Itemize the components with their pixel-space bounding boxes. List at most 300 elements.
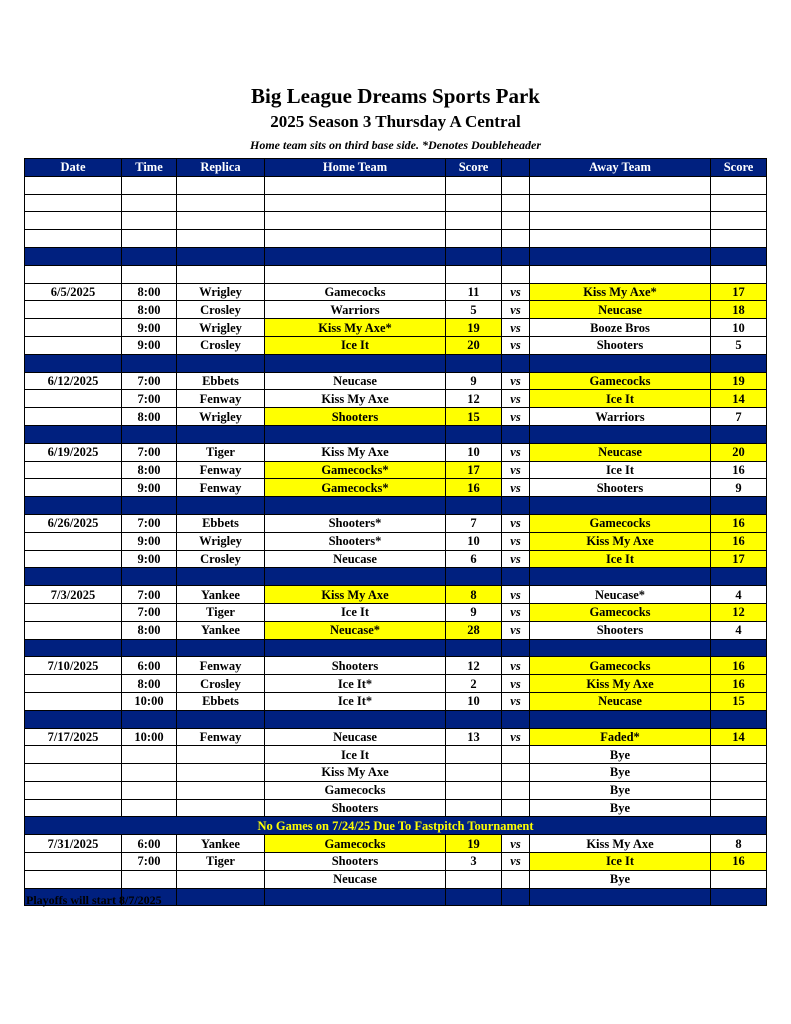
away-team-cell: Bye <box>530 870 711 888</box>
date-cell <box>25 550 122 568</box>
game-row <box>25 372 767 390</box>
game-row <box>25 853 767 871</box>
date-cell: 7/31/2025 <box>25 835 122 853</box>
game-row <box>25 461 767 479</box>
replica-cell <box>177 781 265 799</box>
vs-cell: vs <box>502 372 530 390</box>
away-score-cell <box>711 781 767 799</box>
replica-cell: Ebbets <box>177 514 265 532</box>
date-cell: 7/3/2025 <box>25 586 122 604</box>
replica-cell: Yankee <box>177 835 265 853</box>
time-cell: 8:00 <box>122 675 177 693</box>
replica-cell: Crosley <box>177 301 265 319</box>
vs-cell: vs <box>502 408 530 426</box>
home-team-cell: Kiss My Axe* <box>265 319 446 337</box>
home-score-cell: 6 <box>446 550 502 568</box>
separator-row <box>25 497 767 515</box>
separator-cell <box>122 425 177 443</box>
separator-cell <box>177 639 265 657</box>
separator-row <box>25 568 767 586</box>
date-cell <box>25 461 122 479</box>
game-row <box>25 390 767 408</box>
replica-cell: Yankee <box>177 586 265 604</box>
away-score-cell: 14 <box>711 390 767 408</box>
separator-cell <box>711 425 767 443</box>
separator-cell <box>122 497 177 515</box>
game-row <box>25 835 767 853</box>
separator-cell <box>502 568 530 586</box>
home-score-cell <box>446 781 502 799</box>
separator-cell <box>446 425 502 443</box>
separator-cell <box>711 497 767 515</box>
away-team-cell: Gamecocks <box>530 372 711 390</box>
empty-cell <box>530 212 711 230</box>
date-cell <box>25 319 122 337</box>
empty-cell <box>446 212 502 230</box>
separator-cell <box>25 710 122 728</box>
away-team-cell: Kiss My Axe <box>530 835 711 853</box>
separator-cell <box>122 568 177 586</box>
home-score-cell: 9 <box>446 603 502 621</box>
bye-row <box>25 746 767 764</box>
vs-cell: vs <box>502 461 530 479</box>
away-score-cell: 18 <box>711 301 767 319</box>
notice-row <box>25 817 767 835</box>
bye-row <box>25 781 767 799</box>
empty-cell <box>502 212 530 230</box>
game-row <box>25 479 767 497</box>
away-score-cell: 8 <box>711 835 767 853</box>
empty-cell <box>530 194 711 212</box>
empty-cell <box>177 176 265 194</box>
time-cell <box>122 870 177 888</box>
home-team-cell: Kiss My Axe <box>265 390 446 408</box>
time-cell: 8:00 <box>122 621 177 639</box>
vs-cell: vs <box>502 283 530 301</box>
home-score-cell: 3 <box>446 853 502 871</box>
replica-cell: Tiger <box>177 443 265 461</box>
game-row <box>25 532 767 550</box>
time-cell: 8:00 <box>122 408 177 426</box>
separator-cell <box>177 354 265 372</box>
home-score-cell: 13 <box>446 728 502 746</box>
away-score-cell: 17 <box>711 283 767 301</box>
home-team-cell: Ice It <box>265 336 446 354</box>
game-row <box>25 550 767 568</box>
game-row <box>25 728 767 746</box>
away-score-cell: 15 <box>711 692 767 710</box>
away-score-cell: 19 <box>711 372 767 390</box>
home-team-cell: Neucase* <box>265 621 446 639</box>
separator-row <box>25 354 767 372</box>
time-cell: 9:00 <box>122 336 177 354</box>
away-score-cell: 9 <box>711 479 767 497</box>
empty-cell <box>265 212 446 230</box>
home-team-cell: Ice It* <box>265 675 446 693</box>
separator-cell <box>25 568 122 586</box>
replica-cell: Fenway <box>177 728 265 746</box>
header-away-team: Away Team <box>530 159 711 177</box>
notice-banner: No Games on 7/24/25 Due To Fastpitch Tournament <box>25 817 767 835</box>
empty-cell <box>265 194 446 212</box>
home-score-cell <box>446 870 502 888</box>
separator-cell <box>25 425 122 443</box>
separator-row <box>25 425 767 443</box>
bye-row <box>25 799 767 817</box>
separator-cell <box>711 568 767 586</box>
home-score-cell: 5 <box>446 301 502 319</box>
game-row <box>25 675 767 693</box>
date-cell: 6/19/2025 <box>25 443 122 461</box>
empty-cell <box>446 194 502 212</box>
empty-cell <box>446 176 502 194</box>
away-score-cell: 16 <box>711 514 767 532</box>
separator-cell <box>265 710 446 728</box>
game-row <box>25 692 767 710</box>
replica-cell: Wrigley <box>177 319 265 337</box>
separator-cell <box>122 710 177 728</box>
home-team-cell: Gamecocks <box>265 835 446 853</box>
time-cell: 8:00 <box>122 461 177 479</box>
replica-cell <box>177 799 265 817</box>
time-cell: 7:00 <box>122 586 177 604</box>
page-note: Home team sits on third base side. *Denotes Doubleheader <box>250 138 541 152</box>
blank-row <box>25 194 767 212</box>
home-team-cell: Shooters <box>265 853 446 871</box>
home-score-cell: 7 <box>446 514 502 532</box>
away-score-cell: 16 <box>711 532 767 550</box>
away-score-cell: 16 <box>711 853 767 871</box>
separator-cell <box>530 710 711 728</box>
replica-cell <box>177 764 265 782</box>
away-score-cell: 16 <box>711 461 767 479</box>
footer-note: Playoffs will start 8/7/2025 <box>26 893 162 907</box>
separator-cell <box>265 497 446 515</box>
vs-cell: vs <box>502 443 530 461</box>
empty-cell <box>502 194 530 212</box>
vs-cell: vs <box>502 657 530 675</box>
replica-cell <box>177 746 265 764</box>
vs-cell <box>502 764 530 782</box>
separator-cell <box>530 639 711 657</box>
date-cell: 7/10/2025 <box>25 657 122 675</box>
separator-cell <box>265 425 446 443</box>
separator-cell <box>177 710 265 728</box>
empty-cell <box>122 194 177 212</box>
header-replica: Replica <box>177 159 265 177</box>
away-team-cell: Shooters <box>530 336 711 354</box>
away-team-cell: Faded* <box>530 728 711 746</box>
header-vs <box>502 159 530 177</box>
time-cell: 7:00 <box>122 514 177 532</box>
game-row <box>25 603 767 621</box>
separator-cell <box>265 639 446 657</box>
empty-cell <box>265 176 446 194</box>
time-cell <box>122 746 177 764</box>
home-score-cell: 16 <box>446 479 502 497</box>
home-team-cell: Shooters <box>265 799 446 817</box>
home-team-cell: Warriors <box>265 301 446 319</box>
away-score-cell: 17 <box>711 550 767 568</box>
game-row <box>25 657 767 675</box>
separator-cell <box>177 497 265 515</box>
vs-cell: vs <box>502 336 530 354</box>
time-cell <box>122 764 177 782</box>
date-cell <box>25 603 122 621</box>
home-team-cell: Kiss My Axe <box>265 586 446 604</box>
time-cell: 7:00 <box>122 372 177 390</box>
separator-cell <box>502 639 530 657</box>
separator-cell <box>25 639 122 657</box>
replica-cell: Wrigley <box>177 283 265 301</box>
page-title: Big League Dreams Sports Park <box>251 84 540 108</box>
replica-cell: Tiger <box>177 853 265 871</box>
away-score-cell: 7 <box>711 408 767 426</box>
time-cell: 7:00 <box>122 443 177 461</box>
separator-cell <box>177 425 265 443</box>
replica-cell <box>177 870 265 888</box>
separator-cell <box>711 354 767 372</box>
header-time: Time <box>122 159 177 177</box>
game-row <box>25 514 767 532</box>
game-row <box>25 283 767 301</box>
replica-cell: Fenway <box>177 657 265 675</box>
away-team-cell: Gamecocks <box>530 603 711 621</box>
away-score-cell: 4 <box>711 621 767 639</box>
away-score-cell: 16 <box>711 675 767 693</box>
home-team-cell: Kiss My Axe <box>265 764 446 782</box>
vs-cell: vs <box>502 586 530 604</box>
home-team-cell: Ice It* <box>265 692 446 710</box>
empty-cell <box>25 212 122 230</box>
away-score-cell: 20 <box>711 443 767 461</box>
vs-cell: vs <box>502 728 530 746</box>
game-row <box>25 319 767 337</box>
away-score-cell <box>711 799 767 817</box>
schedule-table <box>24 158 767 906</box>
date-cell <box>25 675 122 693</box>
home-score-cell: 12 <box>446 390 502 408</box>
time-cell: 6:00 <box>122 657 177 675</box>
home-score-cell: 11 <box>446 283 502 301</box>
time-cell: 9:00 <box>122 550 177 568</box>
away-team-cell: Ice It <box>530 390 711 408</box>
separator-cell <box>502 888 530 906</box>
home-score-cell: 8 <box>446 586 502 604</box>
date-cell <box>25 870 122 888</box>
date-cell <box>25 799 122 817</box>
date-cell: 6/5/2025 <box>25 283 122 301</box>
separator-cell <box>530 247 711 265</box>
empty-cell <box>122 176 177 194</box>
away-team-cell: Warriors <box>530 408 711 426</box>
home-team-cell: Ice It <box>265 746 446 764</box>
away-team-cell: Neucase <box>530 443 711 461</box>
separator-cell <box>530 497 711 515</box>
separator-cell <box>711 639 767 657</box>
empty-cell <box>25 265 122 283</box>
empty-cell <box>265 230 446 248</box>
separator-cell <box>446 354 502 372</box>
time-cell <box>122 799 177 817</box>
away-team-cell: Gamecocks <box>530 514 711 532</box>
home-score-cell: 10 <box>446 692 502 710</box>
home-team-cell: Neucase <box>265 728 446 746</box>
replica-cell: Fenway <box>177 390 265 408</box>
away-score-cell: 12 <box>711 603 767 621</box>
time-cell: 9:00 <box>122 532 177 550</box>
home-score-cell: 28 <box>446 621 502 639</box>
blank-row <box>25 212 767 230</box>
separator-cell <box>530 888 711 906</box>
away-team-cell: Shooters <box>530 479 711 497</box>
home-team-cell: Gamecocks <box>265 781 446 799</box>
empty-cell <box>530 176 711 194</box>
date-cell <box>25 746 122 764</box>
vs-cell <box>502 799 530 817</box>
separator-cell <box>502 247 530 265</box>
time-cell: 6:00 <box>122 835 177 853</box>
blank-row <box>25 176 767 194</box>
home-score-cell: 9 <box>446 372 502 390</box>
vs-cell: vs <box>502 621 530 639</box>
separator-row <box>25 710 767 728</box>
vs-cell: vs <box>502 835 530 853</box>
empty-cell <box>177 230 265 248</box>
away-team-cell: Neucase <box>530 692 711 710</box>
time-cell: 7:00 <box>122 390 177 408</box>
game-row <box>25 586 767 604</box>
home-score-cell: 20 <box>446 336 502 354</box>
empty-cell <box>265 265 446 283</box>
separator-cell <box>711 888 767 906</box>
separator-cell <box>122 639 177 657</box>
header-away-score: Score <box>711 159 767 177</box>
time-cell: 10:00 <box>122 728 177 746</box>
home-team-cell: Neucase <box>265 550 446 568</box>
time-cell: 9:00 <box>122 319 177 337</box>
replica-cell: Crosley <box>177 675 265 693</box>
separator-cell <box>711 710 767 728</box>
separator-cell <box>446 568 502 586</box>
game-row <box>25 301 767 319</box>
vs-cell: vs <box>502 514 530 532</box>
vs-cell: vs <box>502 532 530 550</box>
blank-row <box>25 265 767 283</box>
separator-cell <box>122 247 177 265</box>
game-row <box>25 621 767 639</box>
vs-cell <box>502 781 530 799</box>
home-score-cell <box>446 746 502 764</box>
empty-cell <box>177 194 265 212</box>
game-row <box>25 336 767 354</box>
away-team-cell: Kiss My Axe* <box>530 283 711 301</box>
away-team-cell: Neucase* <box>530 586 711 604</box>
date-cell <box>25 532 122 550</box>
empty-cell <box>711 265 767 283</box>
replica-cell: Yankee <box>177 621 265 639</box>
empty-cell <box>711 176 767 194</box>
separator-cell <box>530 568 711 586</box>
date-cell <box>25 301 122 319</box>
separator-cell <box>502 710 530 728</box>
vs-cell: vs <box>502 692 530 710</box>
away-score-cell <box>711 764 767 782</box>
replica-cell: Wrigley <box>177 532 265 550</box>
home-score-cell: 15 <box>446 408 502 426</box>
home-score-cell: 19 <box>446 319 502 337</box>
schedule-body <box>25 176 767 906</box>
time-cell: 8:00 <box>122 301 177 319</box>
home-score-cell: 17 <box>446 461 502 479</box>
away-team-cell: Bye <box>530 746 711 764</box>
empty-cell <box>446 230 502 248</box>
date-cell <box>25 390 122 408</box>
empty-cell <box>446 265 502 283</box>
away-team-cell: Gamecocks <box>530 657 711 675</box>
empty-cell <box>502 265 530 283</box>
replica-cell: Wrigley <box>177 408 265 426</box>
away-team-cell: Bye <box>530 764 711 782</box>
home-team-cell: Ice It <box>265 603 446 621</box>
game-row <box>25 443 767 461</box>
vs-cell <box>502 870 530 888</box>
separator-cell <box>265 888 446 906</box>
header-home-score: Score <box>446 159 502 177</box>
date-cell <box>25 764 122 782</box>
replica-cell: Fenway <box>177 461 265 479</box>
date-cell <box>25 408 122 426</box>
separator-cell <box>446 497 502 515</box>
away-score-cell: 5 <box>711 336 767 354</box>
empty-cell <box>177 265 265 283</box>
empty-cell <box>711 230 767 248</box>
away-score-cell: 14 <box>711 728 767 746</box>
vs-cell: vs <box>502 479 530 497</box>
separator-cell <box>25 354 122 372</box>
replica-cell: Crosley <box>177 336 265 354</box>
empty-cell <box>711 194 767 212</box>
empty-cell <box>502 176 530 194</box>
date-cell: 6/26/2025 <box>25 514 122 532</box>
home-score-cell: 10 <box>446 532 502 550</box>
separator-cell <box>25 247 122 265</box>
time-cell: 8:00 <box>122 283 177 301</box>
home-team-cell: Gamecocks <box>265 283 446 301</box>
empty-cell <box>177 212 265 230</box>
home-score-cell: 19 <box>446 835 502 853</box>
vs-cell: vs <box>502 853 530 871</box>
separator-cell <box>446 888 502 906</box>
time-cell: 7:00 <box>122 853 177 871</box>
home-score-cell: 2 <box>446 675 502 693</box>
vs-cell: vs <box>502 301 530 319</box>
empty-cell <box>25 176 122 194</box>
page-subtitle: 2025 Season 3 Thursday A Central <box>270 112 521 131</box>
separator-cell <box>446 710 502 728</box>
separator-cell <box>265 247 446 265</box>
separator-cell <box>711 247 767 265</box>
separator-cell <box>502 497 530 515</box>
away-score-cell <box>711 746 767 764</box>
empty-cell <box>122 212 177 230</box>
vs-cell <box>502 746 530 764</box>
separator-cell <box>446 247 502 265</box>
header-date: Date <box>25 159 122 177</box>
away-team-cell: Booze Bros <box>530 319 711 337</box>
date-cell <box>25 781 122 799</box>
away-team-cell: Ice It <box>530 461 711 479</box>
